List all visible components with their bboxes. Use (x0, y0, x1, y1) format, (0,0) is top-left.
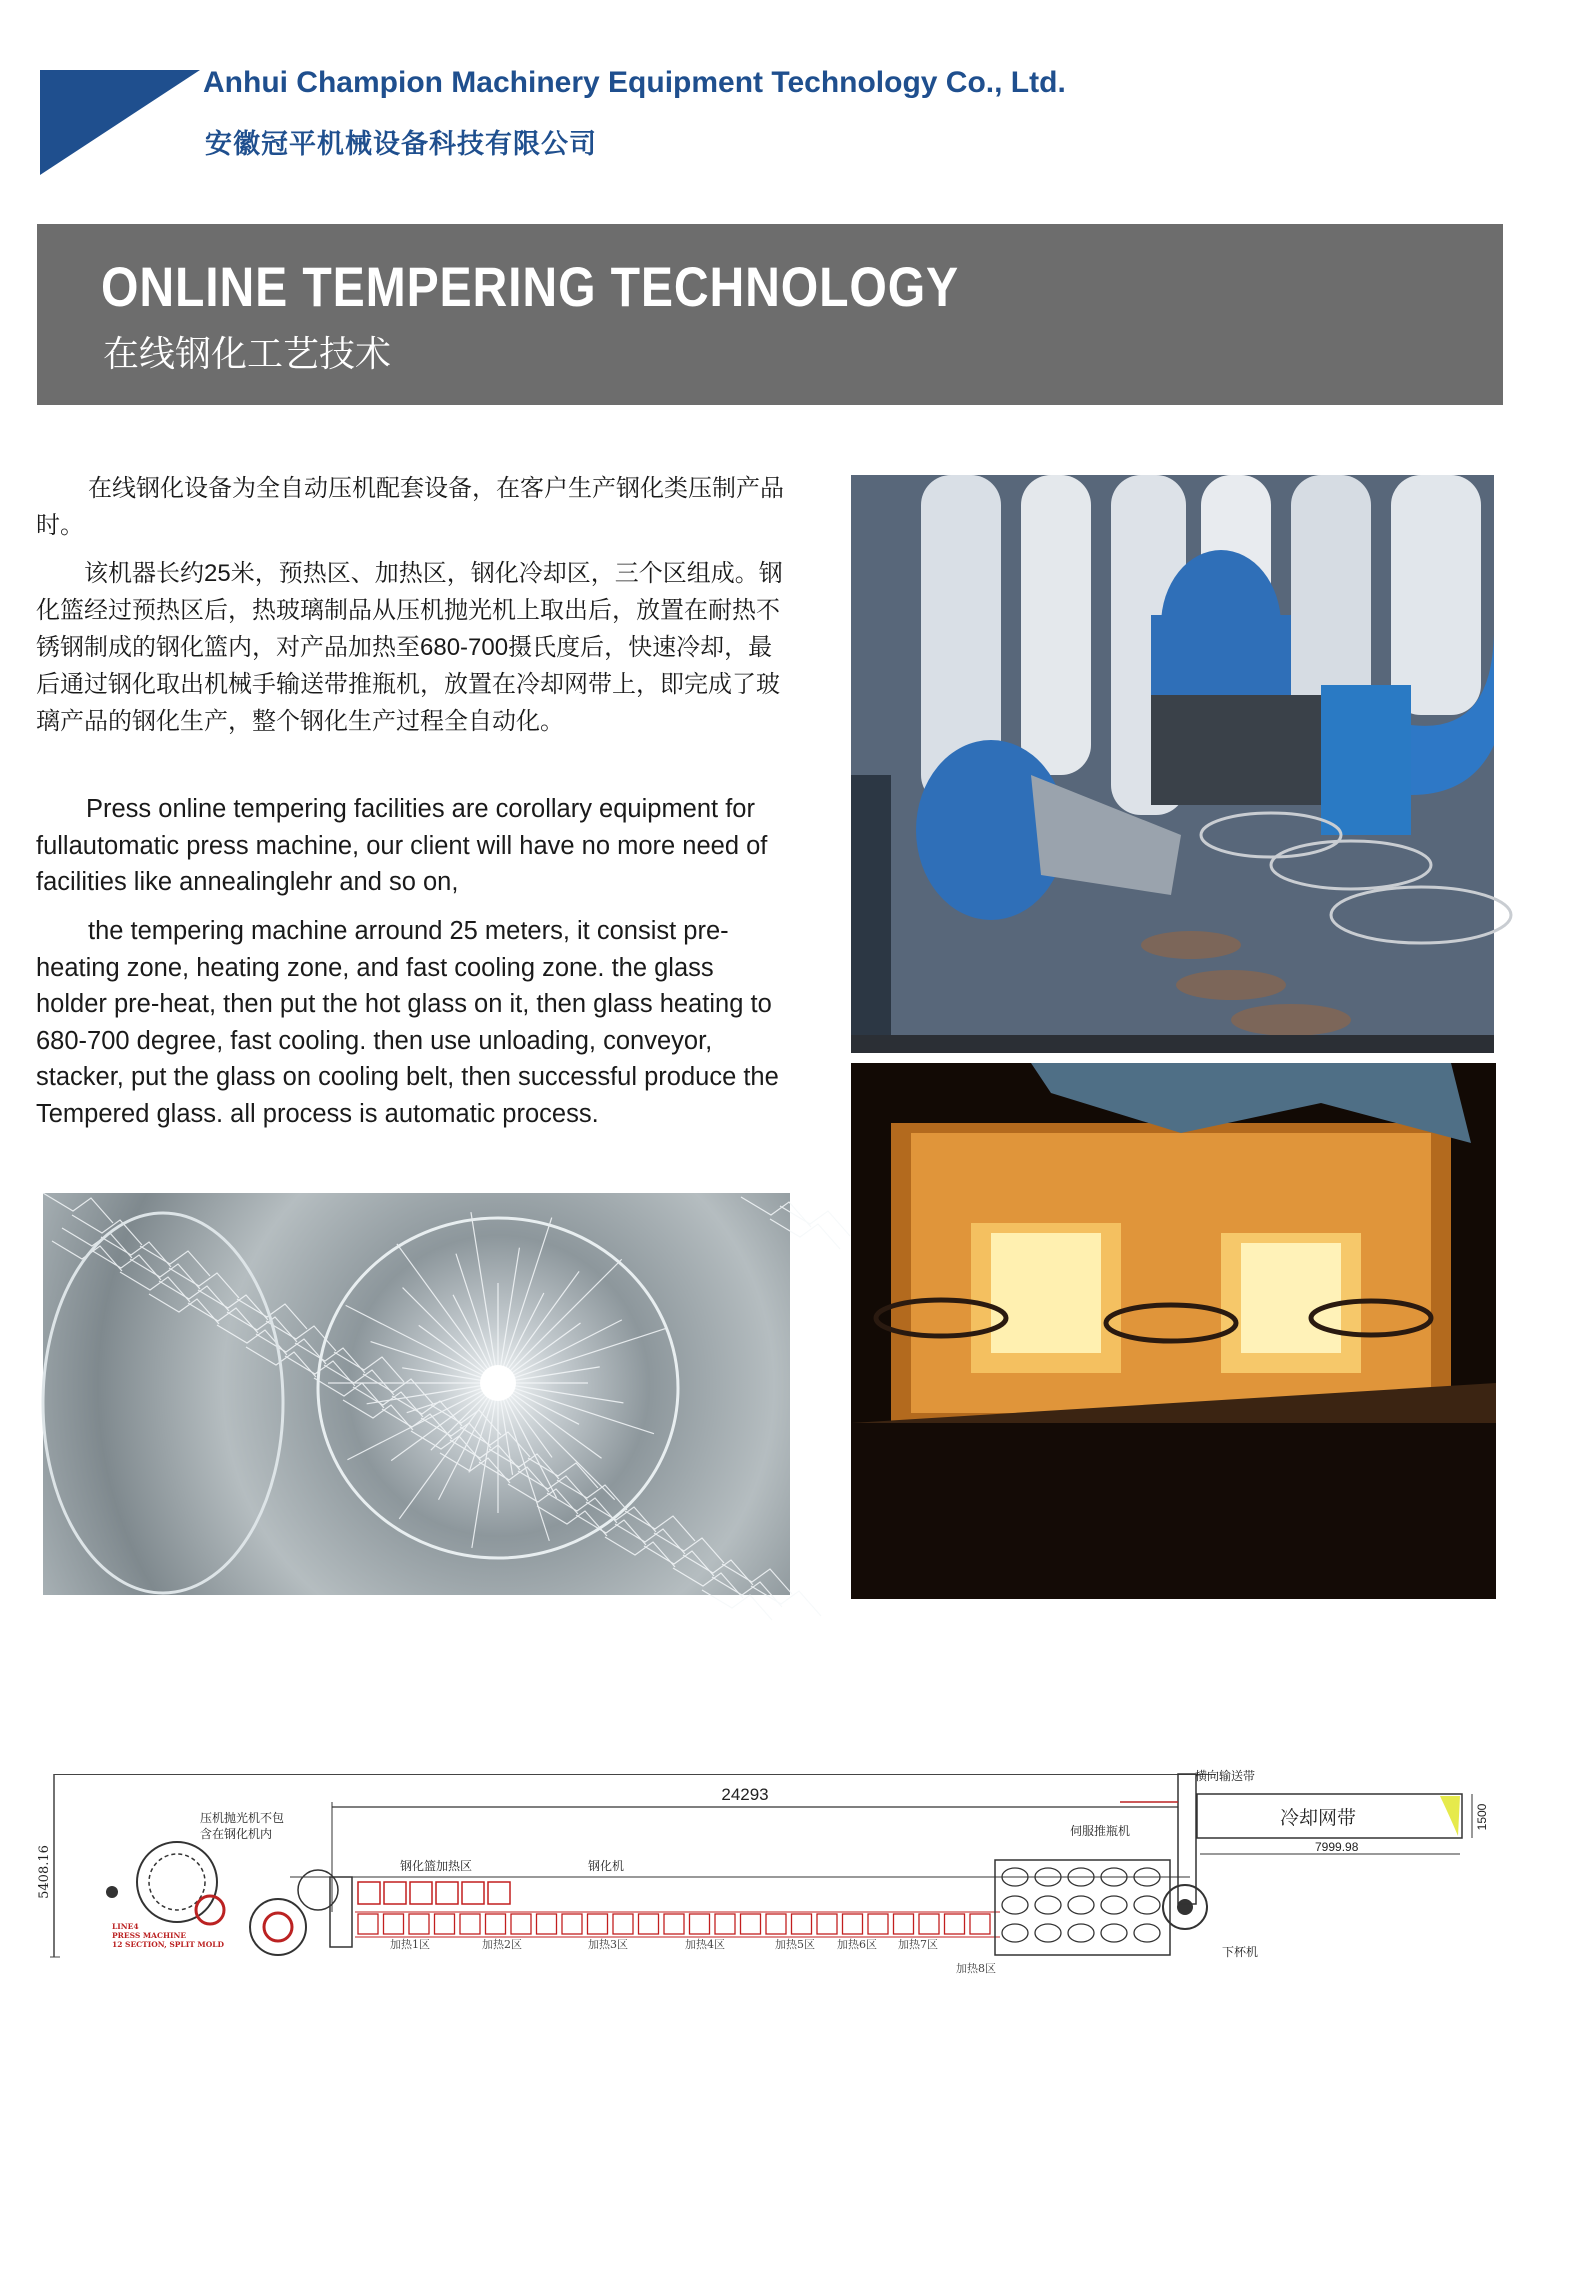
banner-title: ONLINE TEMPERING TECHNOLOGY (101, 255, 960, 318)
press-model-line3: 12 SECTION, SPLIT MOLD (112, 1940, 225, 1949)
en-paragraph-process: the tempering machine arround 25 meters, it consist pre-heating zone, heating zone, and fast cooling zone. the glass holder pre-heat, then put the hot glass on it, then glass heating to 680-700 degree, fast cooling. then use unloading, conveyor, stacker, put the glass on cooling belt, then successful produce the Tempered glass. all process is automatic process. (36, 917, 779, 1128)
company-name-en: Anhui Champion Machinery Equipment Technology Co., Ltd. (203, 66, 1066, 99)
cup-unloader-label: 下杯机 (1222, 1945, 1259, 1959)
en-paragraph-intro: Press online tempering facilities are corollary equipment for fullautomatic press machine, our client will have no more need of facilities like annealinglehr and so on, (36, 795, 768, 896)
company-logo-triangle (40, 70, 200, 175)
cn-paragraph-process: 该机器长约25米，预热区、加热区，钢化冷却区，三个区组成。钢化篮经过预热区后，热玻璃制品从压机抛光机上取出后，放置在耐热不锈钢制成的钢化篮内，对产品加热至680-700摄氏度后，快速冷却，最后通过钢化取出机械手输送带推瓶机，放置在冷却网带上，即完成了玻璃产品的钢化生产，整个钢化生产过程全自动化。 (36, 560, 783, 735)
heat-zone-1: 加热1区 (390, 1938, 430, 1951)
press-note-line1: 压机抛光机不包 (200, 1811, 285, 1825)
tempered-glass-shatter-photo (43, 1193, 790, 1595)
height-dimension: 5408.16 (37, 1845, 52, 1899)
heat-zone-3: 加热3区 (588, 1938, 628, 1951)
heat-zone-6: 加热6区 (837, 1938, 877, 1951)
heat-zone-8: 加热8区 (956, 1962, 996, 1975)
heat-zone-2: 加热2区 (482, 1938, 522, 1951)
press-model-line2: PRESS MACHINE (112, 1931, 187, 1940)
press-model-line1: LINE4 (112, 1922, 139, 1931)
furnace-photo (851, 1063, 1496, 1599)
tempering-machine-label: 钢化机 (588, 1859, 625, 1873)
length-dimension: 24293 (721, 1785, 769, 1804)
basket-heating-label: 钢化篮加热区 (400, 1859, 473, 1873)
section-banner (37, 224, 1503, 405)
heat-zone-5: 加热5区 (775, 1938, 815, 1951)
heat-zone-4: 加热4区 (685, 1938, 725, 1951)
banner-subtitle: 在线钢化工艺技术 (103, 333, 392, 374)
cooling-belt-label: 冷却网带 (1280, 1807, 1357, 1829)
tempering-machine-photo (851, 475, 1494, 1053)
company-name-cn: 安徽冠平机械设备科技有限公司 (205, 129, 597, 159)
cross-conveyor-label: 横向输送带 (1195, 1769, 1256, 1783)
cn-paragraph-intro: 在线钢化设备为全自动压机配套设备，在客户生产钢化类压制产品时。 (36, 475, 784, 539)
heat-zone-7: 加热7区 (898, 1938, 938, 1951)
tempering-line-layout-diagram (37, 1762, 1510, 1984)
belt-length-dimension: 7999.98 (1315, 1840, 1359, 1854)
servo-pusher-label: 伺服推瓶机 (1070, 1824, 1131, 1838)
press-note-line2: 含在钢化机内 (200, 1827, 273, 1841)
belt-width-dimension: 1500 (1475, 1803, 1489, 1831)
